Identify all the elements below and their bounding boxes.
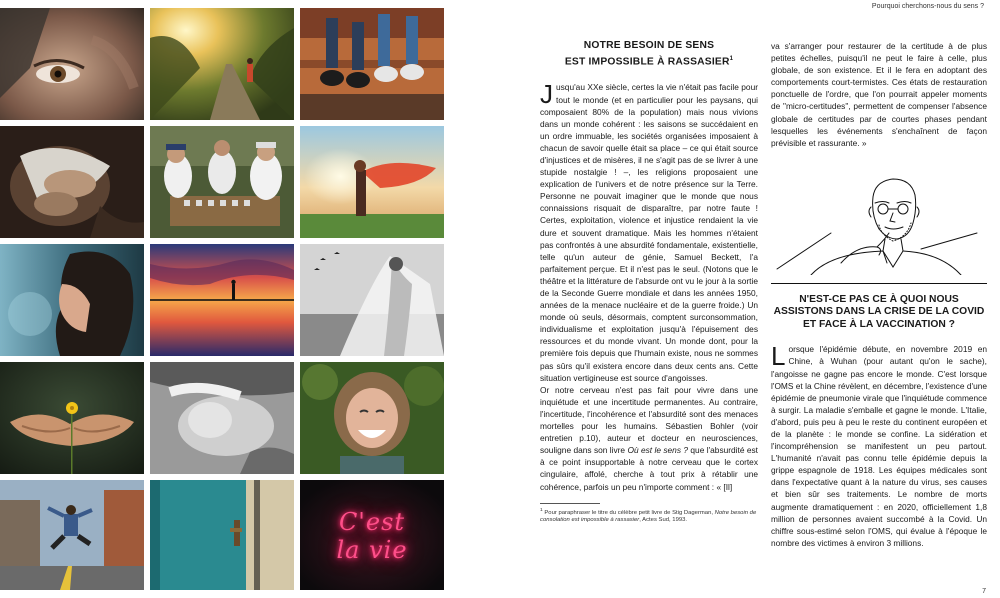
- footnote-rule: [540, 503, 600, 504]
- headline-line-1: NOTRE BESOIN DE SENS: [583, 40, 715, 51]
- footnote: [540, 507, 758, 525]
- article-body-1: [540, 81, 758, 492]
- article-column-2: [771, 40, 987, 549]
- paragraph-4: [771, 343, 987, 549]
- photo-laughing-child: [300, 362, 444, 474]
- paragraph-2: [540, 384, 758, 493]
- neon-line-2: la vie: [336, 536, 408, 564]
- article-body-3: [771, 343, 987, 549]
- neon-line-1: C'est: [338, 508, 406, 536]
- section-headline: [771, 294, 987, 332]
- section-divider: [771, 283, 987, 284]
- running-head: Pourquoi cherchons-nous du sens ?: [871, 3, 984, 10]
- drop-cap: J: [540, 79, 553, 110]
- photo-sneakers: [300, 8, 444, 120]
- headline-line-2: EST IMPOSSIBLE À RASSASIER: [564, 55, 730, 67]
- article-headline: [540, 40, 758, 68]
- photo-flower-hands: [0, 362, 144, 474]
- photo-chess-players: [150, 126, 294, 238]
- photo-jumping-man: [0, 480, 144, 590]
- headline-footnote-ref: 1: [729, 55, 734, 62]
- photo-sunlit-path: [150, 8, 294, 120]
- footnote-number: 1: [540, 507, 543, 513]
- photo-sleeping-baby: [150, 362, 294, 474]
- photo-woman-profile: [0, 244, 144, 356]
- photo-hands-elderly: [0, 126, 144, 238]
- photo-teal-door: [150, 480, 294, 590]
- photo-neon-sign: [300, 480, 444, 590]
- section-headline-line-1: N'EST-CE PAS CE À QUOI NOUS: [799, 293, 959, 305]
- paragraph-2-end: que l'absurdité est à ce point insupportable à notre cerveau que le cortex cingulaire, affolé, cherche à tout prix à rétablir une cohérence, parfois un peu n'importe comment : « [Il]: [540, 445, 759, 492]
- footnote-text-a: Pour paraphraser le titre du célèbre petit livre de Stig Dagerman,: [542, 509, 715, 516]
- paragraph-3: va s'arranger pour restaurer de la certitude à de plus petites échelles, puisqu'il ne peut le faire à celle, plus globale, de son existence. Et il le fera en adoptant des comportements court-termistes. Ces états de restauration ponctuelle de l'ordre, que l'on pourrait appeler moments de "micro-certitudes", permettent de compenser l'absence globale de certitudes par de courtes phases pendant lesquelles les événements s'enchaînent de façon prévisible et rassurante. »: [771, 41, 987, 148]
- section-headline-line-2: ASSISTONS DANS LA CRISE DE LA COVID: [773, 306, 985, 318]
- author-portrait-drawing: [771, 163, 987, 275]
- article-column-1: [540, 40, 758, 524]
- photo-eye-closeup: [0, 8, 144, 120]
- photo-bride-field: [300, 244, 444, 356]
- paragraph-2-start: Or notre cerveau n'est pas fait pour vivre dans une inquiétude et une incertitude permanentes. Au contraire, l'incertitude, l'incohérence et l'absurdité sont des menaces mortelles pour les humains. Sébastien Bohler (voir entretien p.10), auteur et docteur en neurosciences, souligne dans son livre: [540, 384, 758, 456]
- footnote-book-title: Notre besoin de consolation est impossible à rassasier: [540, 509, 757, 523]
- drop-cap-2: L: [771, 341, 786, 372]
- photo-sunset-silhouette: [150, 244, 294, 356]
- paragraph-1: [540, 81, 758, 383]
- section-headline-line-3: ET FACE À LA VACCINATION ?: [803, 318, 955, 330]
- paragraph-1-text: usqu'au XXe siècle, certes la vie n'était pas facile pour tout le monde (et en particulier pour les paysans, qui composaient 80% de la population) mais nous vivions dans un monde cohérent : les saisons se succédaient en un ordre immuable, les sociétés organisées imposaient à chacun de savoir quelle était sa place – ce qui était source d'injustices et de misères, il ne s'agit pas de se livrer à une stupide nostalgie ! –, les religions proposaient une explication de l'univers et de notre présence sur la Terre. Personne ne pouvait imaginer que le monde que nous connaissions risquait de disparaître, par notre faute ! Certes, exploitation, violence et injustice rendaient la vie dure et souvent dramatique. Mais les hommes n'étaient pas confrontés à une absurdité fondamentale, existentielle, telle qu'un auteur de génie, Samuel Beckett, l'a parfaitement perçue. Et il n'est pas le seul. (Notons que le théâtre et la littérature de l'absurde ont vu le jour à la sortie de la Seconde Guerre mondiale et dans les années 1950, années de la menace nucléaire et de la guerre froide.) Un monde où seuls, désormais, comptent surconsommation, individualisme et exploitation jusqu'à l'épuisement des ressources et du monde vivant. Un monde dont, pour la première fois depuis que l'humain existe, nous ne sommes pas sûrs qu'il existera encore dans deux cents ans. Cette situation vertigineuse est source d'angoisses.: [540, 82, 759, 383]
- photo-woman-scarf: [300, 126, 444, 238]
- footnote-text-b: , Actes Sud, 1993.: [639, 516, 688, 523]
- article-body-2: [771, 40, 987, 149]
- page-number: 7: [982, 588, 986, 595]
- book-title: Où est le sens ?: [627, 445, 689, 456]
- paragraph-4-text: orsque l'épidémie débute, en novembre 2019 en Chine, à Wuhan (pour autant qu'on le sache), l'angoisse ne gagne pas encore le monde. C'est lorsque l'OMS et la Chine révèlent, en décembre, l'existence d'une épidémie de pneumonie virale que l'inquiétude commence à surgir. La maladie s'emballe et gagne le monde. L'Italie, d'abord, puis peu à peu le reste du continent européen et de la planète : le monde se confine. La sidération et l'incompréhension se manifestent un peu partout. L'humanité n'avait pas connu telle épidémie depuis la grippe espagnole de 1918. Les équipes médicales sont dans l'expectative quant à la nature du virus, ses causes et bien sûr ses traitements. Le nombre de morts augmente dramatiquement : en 2020, officiellement 1,8 million de personnes avaient succombé à la Covid. Un chiffre sous-estimé selon l'OMS, qui évalue à l'époque le nombre des victimes à environ 3 millions.: [771, 344, 987, 548]
